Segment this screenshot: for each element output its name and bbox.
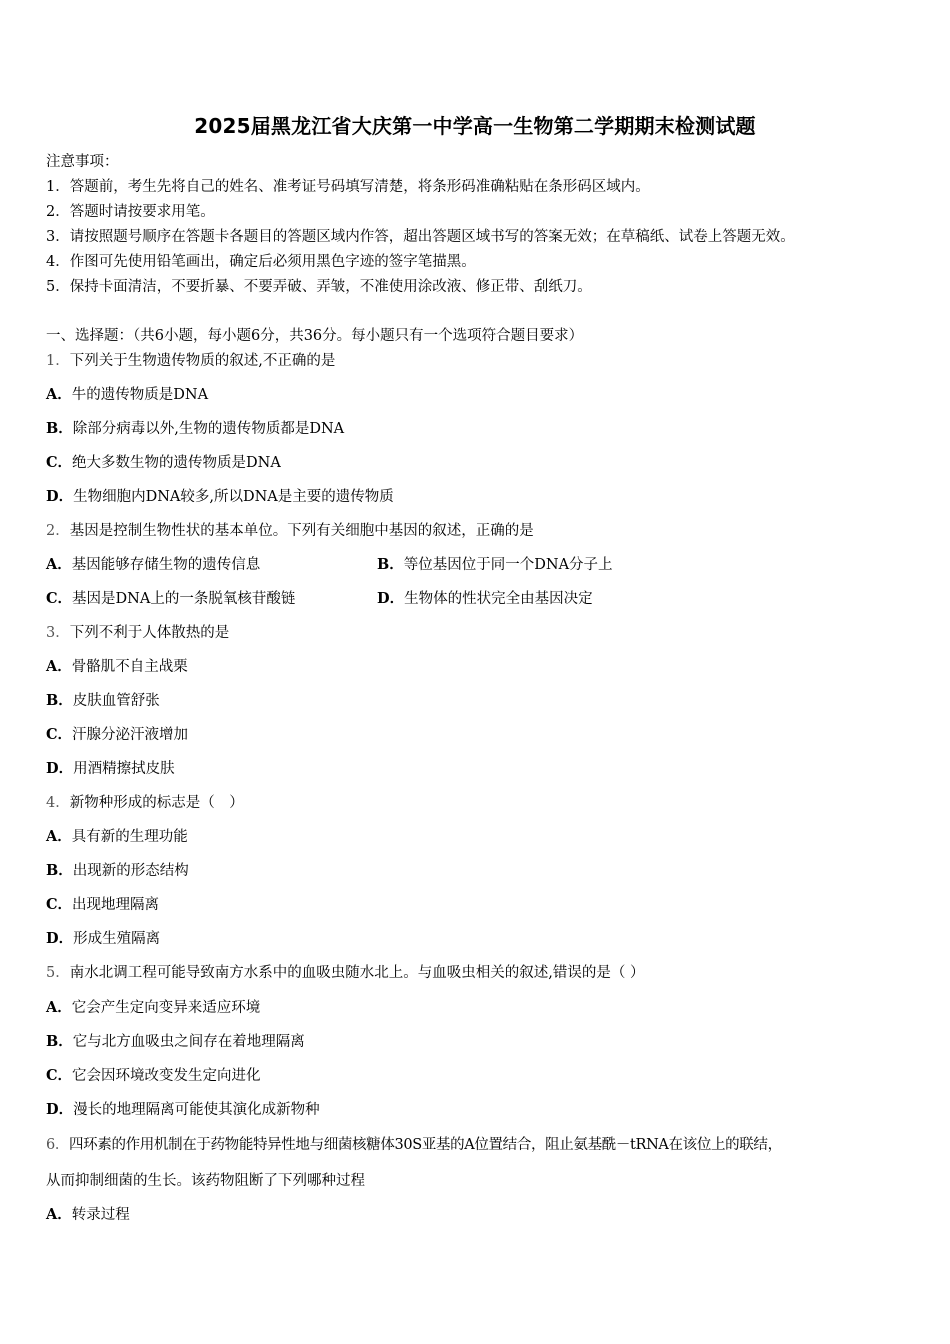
- option-text: 出现地理隔离: [72, 897, 160, 913]
- question-text: 下列不利于人体散热的是: [69, 625, 230, 641]
- question-number: 3．: [46, 625, 70, 641]
- option-text: 生物细胞内DNA较多,所以DNA是主要的遗传物质: [73, 489, 394, 505]
- option-letter: C．: [46, 590, 73, 607]
- option-letter: B．: [46, 862, 73, 879]
- option-letter: C．: [46, 1067, 73, 1084]
- option-letter: A．: [46, 556, 72, 573]
- notice-heading: 注意事项：: [46, 154, 119, 170]
- q3-option-c[interactable]: [46, 725, 188, 745]
- question-6-continued: 从而抑制细菌的生长。该药物阻断了下列哪种过程: [46, 1173, 365, 1189]
- option-letter: C．: [46, 454, 73, 471]
- option-text: 用酒精擦拭皮肤: [73, 761, 175, 777]
- option-text: 转录过程: [71, 1207, 130, 1223]
- q2-option-b[interactable]: [377, 555, 613, 575]
- option-letter: A．: [46, 1206, 72, 1223]
- option-letter: A．: [46, 999, 72, 1016]
- option-letter: B．: [46, 420, 73, 437]
- option-letter: D．: [46, 930, 74, 947]
- option-text: 生物体的性状完全由基因决定: [404, 591, 593, 607]
- option-letter: D．: [46, 1101, 74, 1118]
- q4-option-b[interactable]: [46, 861, 189, 881]
- option-text: 它会产生定向变异来适应环境: [71, 1000, 261, 1016]
- q1-option-d[interactable]: [46, 487, 394, 507]
- option-text: 除部分病毒以外,生物的遗传物质都是DNA: [72, 421, 345, 437]
- question-text: 四环素的作用机制在于药物能特异性地与细菌核糖体30S亚基的A位置结合，阻止氨基酰－tRNA在该位上的联结，: [69, 1137, 782, 1153]
- option-text: 它会因环境改变发生定向进化: [72, 1068, 261, 1084]
- question-number: 6．: [46, 1137, 70, 1153]
- q5-option-b[interactable]: [46, 1032, 305, 1052]
- option-letter: B．: [46, 1033, 73, 1050]
- option-text: 皮肤血管舒张: [72, 693, 160, 709]
- option-text: 漫长的地理隔离可能使其演化成新物种: [73, 1102, 320, 1118]
- q3-option-a[interactable]: [46, 657, 188, 677]
- option-letter: D．: [46, 760, 74, 777]
- question-1: [46, 351, 335, 371]
- option-letter: C．: [46, 726, 73, 743]
- q5-option-a[interactable]: [46, 998, 260, 1018]
- q1-option-a[interactable]: [46, 385, 208, 405]
- option-letter: A．: [46, 386, 72, 403]
- option-text: 基因能够存储生物的遗传信息: [71, 557, 261, 573]
- exam-title: 2025届黑龙江省大庆第一中学高一生物第二学期期末检测试题: [194, 114, 756, 138]
- q1-option-b[interactable]: [46, 419, 344, 439]
- q5-option-d[interactable]: [46, 1100, 320, 1120]
- notice-item-5: 5．保持卡面清洁，不要折暴、不要弄破、弄皱，不准使用涂改液、修正带、刮纸刀。: [46, 279, 592, 295]
- q4-option-a[interactable]: [46, 827, 188, 847]
- option-text: 绝大多数生物的遗传物质是DNA: [72, 455, 281, 471]
- option-letter: B．: [377, 556, 404, 573]
- option-text: 具有新的生理功能: [71, 829, 188, 845]
- question-2: [46, 521, 534, 541]
- option-text: 形成生殖隔离: [73, 931, 161, 947]
- notice-item-4: 4．作图可先使用铅笔画出，确定后必须用黑色字迹的签字笔描黑。: [46, 254, 476, 270]
- q4-option-d[interactable]: [46, 929, 160, 949]
- question-number: 1．: [46, 353, 70, 369]
- option-text: 牛的遗传物质是DNA: [71, 387, 209, 403]
- question-text: 南水北调工程可能导致南方水系中的血吸虫随水北上。与血吸虫相关的叙述,错误的是（ ）: [69, 965, 645, 981]
- question-text: 下列关于生物遗传物质的叙述,不正确的是: [69, 353, 336, 369]
- q3-option-d[interactable]: [46, 759, 175, 779]
- option-text: 等位基因位于同一个DNA分子上: [403, 557, 613, 573]
- notice-item-2: 2．答题时请按要求用笔。: [46, 204, 215, 220]
- question-text: 基因是控制生物性状的基本单位。下列有关细胞中基因的叙述，正确的是: [69, 523, 534, 539]
- option-text: 基因是DNA上的一条脱氧核苷酸链: [72, 591, 296, 607]
- question-6: [46, 1135, 782, 1155]
- q2-option-d[interactable]: [377, 589, 593, 609]
- question-5: [46, 963, 644, 983]
- option-text: 骨骼肌不自主战栗: [71, 659, 188, 675]
- option-letter: B．: [46, 692, 73, 709]
- question-number: 4．: [46, 795, 70, 811]
- option-letter: A．: [46, 658, 72, 675]
- option-text: 汗腺分泌汗液增加: [72, 727, 189, 743]
- q6-option-a[interactable]: [46, 1205, 130, 1225]
- question-3: [46, 623, 229, 643]
- q2-option-c[interactable]: [46, 589, 295, 609]
- notice-item-3: 3．请按照题号顺序在答题卡各题目的答题区域内作答，超出答题区域书写的答案无效；在草稿纸、试卷上答题无效。: [46, 229, 795, 245]
- q2-option-a[interactable]: [46, 555, 260, 575]
- q4-option-c[interactable]: [46, 895, 159, 915]
- option-text: 出现新的形态结构: [72, 863, 189, 879]
- q5-option-c[interactable]: [46, 1066, 261, 1086]
- question-number: 2．: [46, 523, 70, 539]
- question-number: 5．: [46, 965, 70, 981]
- q1-option-c[interactable]: [46, 453, 281, 473]
- option-letter: D．: [46, 488, 74, 505]
- option-letter: D．: [377, 590, 405, 607]
- option-text: 它与北方血吸虫之间存在着地理隔离: [72, 1034, 305, 1050]
- notice-item-1: 1．答题前，考生先将自己的姓名、准考证号码填写清楚，将条形码准确粘贴在条形码区域内。: [46, 179, 650, 195]
- q3-option-b[interactable]: [46, 691, 160, 711]
- question-4: [46, 793, 244, 813]
- option-letter: A．: [46, 828, 72, 845]
- option-letter: C．: [46, 896, 73, 913]
- section-heading: 一、选择题：（共6小题，每小题6分，共36分。每小题只有一个选项符合题目要求）: [46, 328, 584, 344]
- question-text: 新物种形成的标志是（ ）: [69, 795, 244, 811]
